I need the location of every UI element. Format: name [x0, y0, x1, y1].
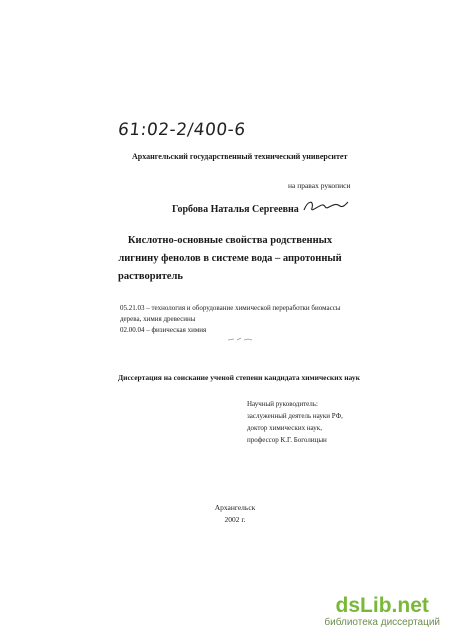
- dissertation-degree-line: Диссертация на соискание ученой степени кандидата химических наук: [118, 373, 360, 382]
- author-name: Горбова Наталья Сергеевна: [172, 204, 299, 215]
- university-name: Архангельский государственный технический университет: [132, 152, 348, 161]
- watermark-logo: [324, 595, 440, 628]
- dissertation-title: [110, 232, 350, 286]
- supervisor-line: профессор К.Г. Боголицын: [247, 436, 327, 444]
- title-line: Кислотно-основные свойства родственных: [127, 235, 333, 246]
- year: 2002 г.: [224, 515, 246, 524]
- rights-note: на правах рукописи: [288, 181, 351, 190]
- supervisor-line: заслуженный деятель науки РФ,: [247, 412, 343, 420]
- specialties-block: [120, 303, 341, 336]
- specialty-line: 05.21.03 – технология и оборудование химической переработки биомассы: [120, 304, 341, 312]
- watermark-logo-text: dsLib.net: [335, 594, 429, 617]
- specialty-line: дерева, химия древесины: [120, 315, 196, 323]
- author-signature: [300, 196, 350, 216]
- supervisor-block: [247, 398, 343, 446]
- title-line: лигнину фенолов в системе вода – апротонный: [118, 253, 342, 264]
- archive-code: 61:02-2/400-6: [116, 120, 247, 140]
- specialty-line: 02.00.04 – физическая химия: [120, 326, 207, 334]
- title-line: растворитель: [118, 271, 183, 282]
- faint-stamp: [226, 334, 256, 344]
- city: Архангельск: [214, 503, 256, 512]
- supervisor-line: доктор химических наук,: [247, 424, 322, 432]
- city-year-block: [195, 502, 275, 526]
- watermark-subtitle: библиотека диссертаций: [324, 617, 440, 628]
- supervisor-line: Научный руководитель:: [247, 400, 318, 408]
